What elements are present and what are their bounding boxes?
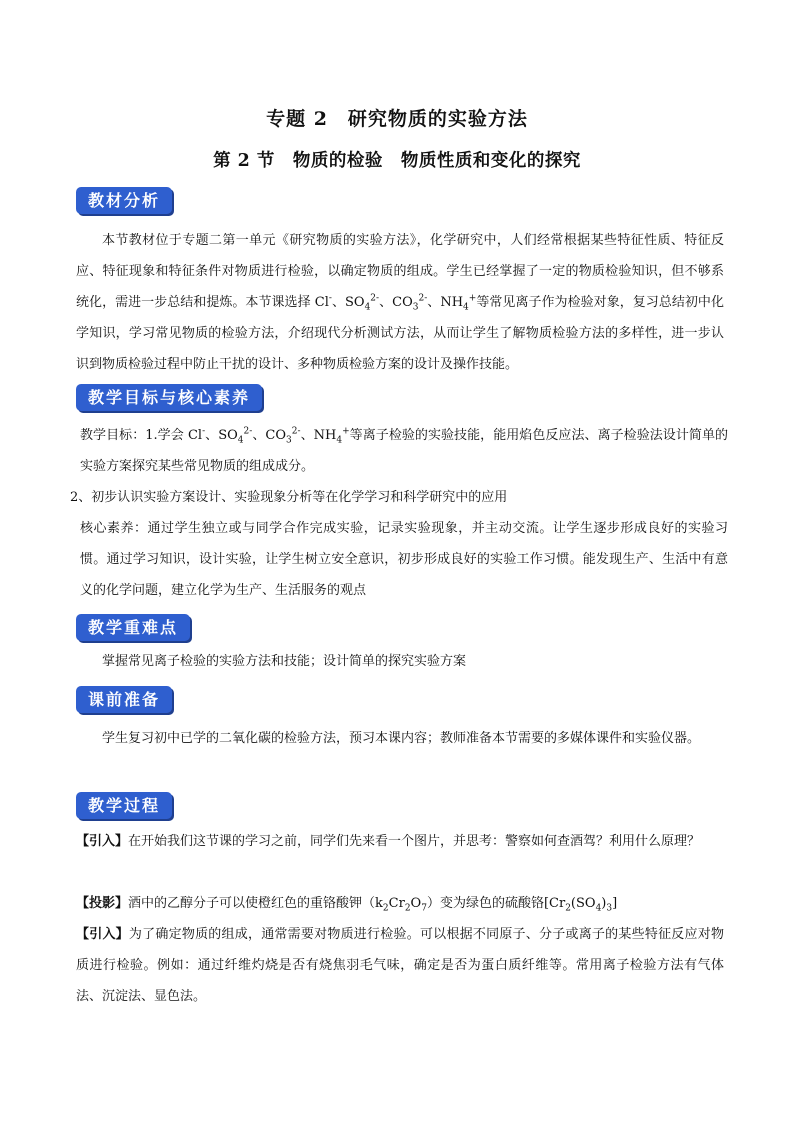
goals-item-2: 2、初步认识实验方案设计、实验现象分析等在化学学习和科学研究中的应用 <box>70 490 508 505</box>
topic-title: 专题 2 研究物质的实验方法 <box>266 108 528 130</box>
goals-paragraph: 教学目标：1.学会 Cl-、$SO_4^{2-}$、$CO_3^{2-}$、$NH_4^+$等离子检验的实验技能，能用焰色反应法、离子检验法设计简单的实验方案探究某些常见物质的组成成分。 <box>80 426 728 474</box>
section-badge-process: 教学过程 <box>76 792 172 819</box>
analysis-paragraph: 本节教材位于专题二第一单元《研究物质的实验方法》，化学研究中，人们经常根据某些特征性质、特征反应、特征现象和特征条件对物质进行检验，以确定物质的组成。学生已经掌握了一定的物质检验知识，但不够系统化，需进一步总结和提炼。本节课选择 Cl-、$SO_4^{2-}$、$CO_3^{2-}$、$NH_4^+$等常见离子作为检验对象，复习总结初中化学知识，学习常见物质的检验方法，介绍现代分析测试方法，从而让学生了解物质检验方法的多样性，进一步认识到物质检验过程中防止干扰的设计、多种物质检验方案的设计及操作技能。 <box>76 233 724 372</box>
core-literacy-paragraph: 核心素养：通过学生独立或与同学合作完成实验，记录实验现象，并主动交流。让学生逐步形成良好的实验习惯。通过学习知识，设计实验，让学生树立安全意识，初步形成良好的实验工作习惯。能发现生产、生活中有意义的化学问题，建立化学为生产、生活服务的观点 <box>80 521 728 598</box>
intro-tag: 【引入】 <box>76 834 129 849</box>
intro-1-paragraph: 【引入】在开始我们这节课的学习之前，同学们先来看一个图片，并思考：警察如何查酒驾？利用什么原理？ <box>76 834 701 849</box>
intro-tag-2: 【引入】 <box>76 927 129 942</box>
key-points-text: 掌握常见离子检验的实验方法和技能；设计简单的探究实验方案 <box>102 654 467 669</box>
section-badge-key-points: 教学重难点 <box>76 614 190 641</box>
projection-paragraph: 【投影】酒中的乙醇分子可以使橙红色的重铬酸钾$(k_2Cr_2O_7)$变为绿色的硫酸铬$[Cr_2(SO_4)_3]$ <box>76 896 618 914</box>
section-badge-prep: 课前准备 <box>76 686 172 713</box>
projection-tag: 【投影】 <box>76 896 129 911</box>
section-title: 第 2 节 物质的检验 物质性质和变化的探究 <box>213 151 581 171</box>
prep-paragraph: 学生复习初中已学的二氧化碳的检验方法，预习本课内容；教师准备本节需要的多媒体课件和实验仪器。 <box>102 731 701 746</box>
section-badge-analysis: 教材分析 <box>76 187 172 214</box>
section-badge-goals: 教学目标与核心素养 <box>76 384 262 411</box>
intro-2-paragraph: 【引入】为了确定物质的组成，通常需要对物质进行检验。可以根据不同原子、分子或离子的某些特征反应对物质进行检验。例如：通过纤维灼烧是否有烧焦羽毛气味，确定是否为蛋白质纤维等。常用离子检验方法有气体法、沉淀法、显色法。 <box>76 927 724 1004</box>
